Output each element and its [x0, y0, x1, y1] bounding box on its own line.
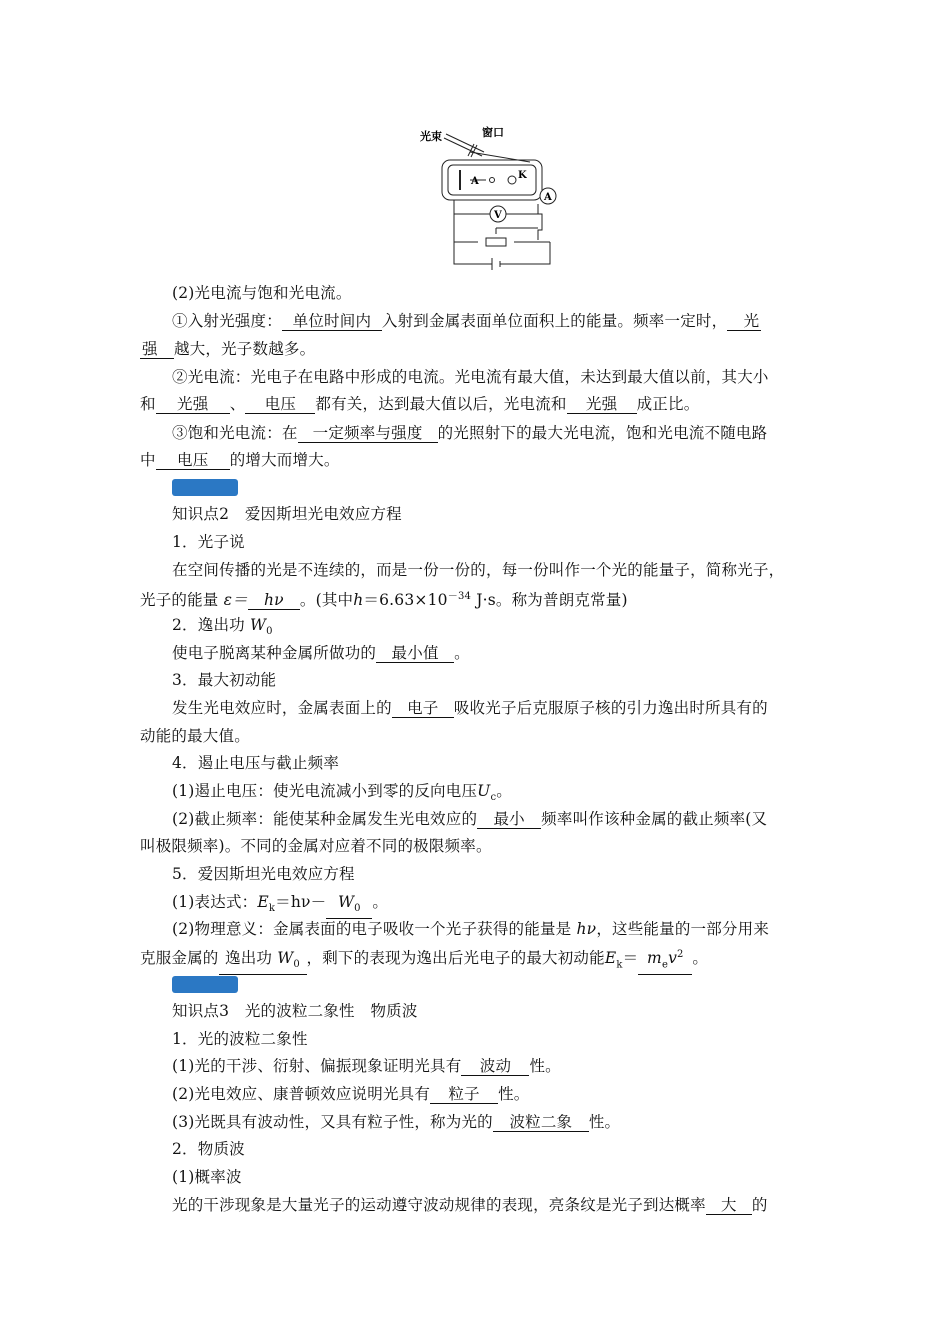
cathode: [508, 176, 516, 184]
label-window: 窗口: [482, 126, 504, 139]
label-ammeter: A: [544, 192, 552, 203]
label-beam: 光束: [420, 130, 442, 143]
blank-answer: 最小值: [376, 644, 454, 663]
blank-answer: 波动: [461, 1057, 529, 1076]
blank-answer: 逸出功 $W_0$: [219, 949, 307, 975]
photocell-tube: [442, 160, 542, 200]
section-tag: [172, 479, 238, 496]
section-title: (2)光电流与饱和光电流。: [172, 284, 352, 302]
label-electrode-K: K: [518, 170, 527, 181]
heading-kp3: 知识点3 光的波粒二象性 物质波: [172, 1002, 418, 1020]
blank-answer: 一定频率与强度: [298, 424, 438, 443]
blank-answer: 最小: [477, 810, 541, 829]
light-beam-line: [446, 134, 484, 152]
blank-answer: 大: [706, 1196, 752, 1215]
blank-answer: 电压: [156, 451, 230, 470]
blank-answer: 电压: [245, 395, 315, 414]
label-electrode-A: A: [471, 176, 479, 187]
paragraph-light-intensity: ①入射光强度： 单位时间内 入射到金属表面单位面积上的能量。频率一定时， 光: [172, 312, 760, 330]
blank-answer: $W_0$: [326, 893, 372, 919]
blank-answer: 光: [727, 312, 761, 331]
blank-answer: 粒子: [430, 1085, 498, 1104]
blank-answer: 电子: [392, 699, 454, 718]
blank-answer: 强: [140, 340, 174, 359]
blank-answer: hν: [248, 591, 300, 610]
heading-kp2: 知识点2 爱因斯坦光电效应方程: [172, 505, 402, 523]
rheostat: [486, 238, 506, 246]
document-page: 光束 窗口 A K V A (2)光电流与饱和光电流。 ①入射光强度： 单位时间内 入射到金属表面单位面积上的能量。频率一定时， 光 强 越大，光子数越多。 ②光电流：光电子在电路中形成的电流。光电流有最大值，未达到最大值以前，其大小 和 光强 、 电压 都有关，达到最大值以后，光电流和 光强 成正比。 ③饱和光电流：在 一定频率与强度 的光照射下的最大光电流，饱和光电流不随电路 中 电压 的增大而增大。 知识点2 爱因斯坦光电效应方程 1．光子说 在空间传播的光是不连续的，而是一份一份的，每一份叫作一个光的能量子，简称光子， 光子的能量 ε＝ hν 。(其中$h=6.63\times 10^{-34}$ J·s。称为普朗克常量) 2．逸出功 $W_0$ 使电子脱离某种金属所做功的 最小值 。 3．最大初动能 发生光电效应时，金属表面上的 电子 吸收光子后克服原子核的引力逸出时所具有的 动能的最大值。 4．遏止电压与截止频率 (1)遏止电压：使光电流减小到零的反向电压$U_c$。 (2)截止频率：能使某种金属发生光电效应的 最小 频率叫作该种金属的截止频率(又 叫极限频率)。不同的金属对应着不同的极限频率。 5．爱因斯坦光电效应方程 (1)表达式：$E_k=h\nu- W_0$ 。 (2)物理意义：金属表面的电子吸收一个光子获得的能量是 hν，这些能量的一部分用来 克服金属的 逸出功 $W_0$ ，剩下的表现为逸出后光电子的最大初动能$E_k= m_ev^2$ 。 知识点3 光的波粒二象性 物质波 1．光的波粒二象性 (1)光的干涉、衍射、偏振现象证明光具有 波动 性。 (2)光电效应、康普顿效应说明光具有 粒子 性。 (3)光既具有波动性，又具有粒子性，称为光的 波粒二象 性。 2．物质波 (1)概率波 光的干涉现象是大量光子的运动遵守波动规律的表现，亮条纹是光子到达概率 大 的: [0, 0, 950, 1344]
blank-answer: $m_ev^2$: [638, 946, 692, 975]
blank-answer: 光强: [156, 395, 230, 414]
section-tag: [172, 976, 238, 993]
blank-answer: 光强: [567, 395, 637, 414]
label-voltmeter: V: [494, 210, 502, 221]
photoelectric-circuit-diagram: [420, 124, 560, 270]
paragraph-photocurrent: ②光电流：光电子在电路中形成的电流。光电流有最大值，未达到最大值以前，其大小: [172, 368, 769, 386]
blank-answer: 波粒二象: [493, 1113, 589, 1132]
blank-answer: 单位时间内: [282, 312, 382, 331]
paragraph-saturation-current: ③饱和光电流：在 一定频率与强度 的光照射下的最大光电流，饱和光电流不随电路: [172, 424, 768, 442]
